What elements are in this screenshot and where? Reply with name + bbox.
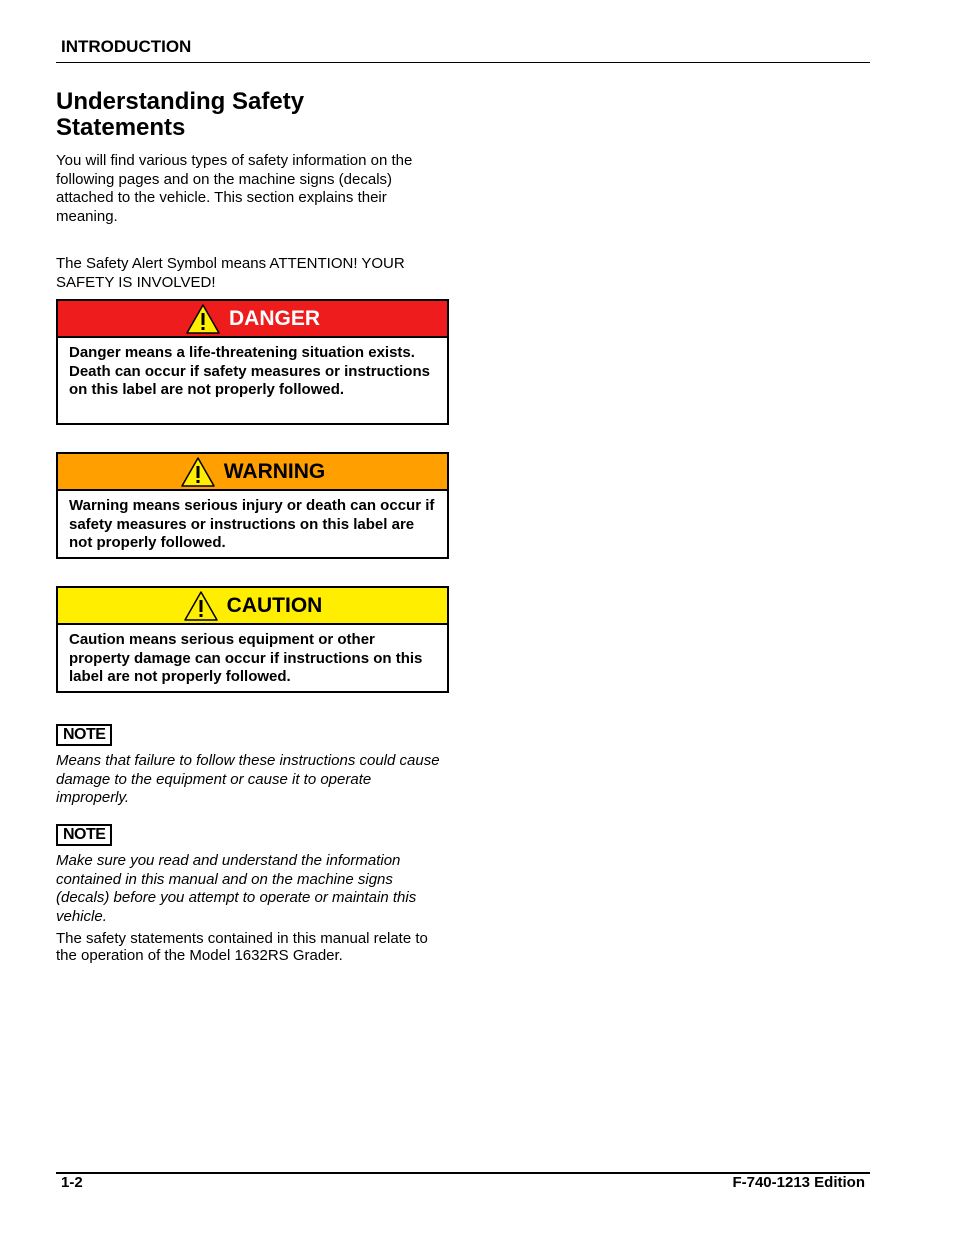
warning-box	[56, 452, 449, 559]
section-header: INTRODUCTION	[61, 37, 192, 56]
note-badge: NOTE	[56, 724, 112, 746]
danger-signal-word: DANGER	[228, 306, 320, 330]
caution-box	[56, 586, 449, 693]
note-text: Make sure you read and understand the information contained in this manual and on the machine signs (decals) before you attempt to operate or maintain this vehicle.	[56, 852, 417, 925]
page-title: Understanding Safety Statements	[56, 88, 305, 141]
danger-box	[56, 299, 449, 425]
warning-message: Warning means serious injury or death can occur if safety measures or instructions on this label are not properly followed.	[69, 497, 435, 552]
page-number: 1-2	[61, 1174, 83, 1191]
warning-triangle-icon	[183, 590, 219, 622]
edition-label: F-740-1213 Edition	[732, 1174, 865, 1191]
danger-message: Danger means a life-threatening situation exists. Death can occur if safety measures or instructions on this label are not properly followed.	[69, 344, 430, 399]
warning-signal-word: WARNING	[223, 459, 326, 483]
caution-header	[58, 588, 447, 625]
warning-triangle-icon	[185, 303, 221, 335]
caution-message: Caution means serious equipment or other property damage can occur if instructions on this label are not properly followed.	[69, 631, 423, 686]
caution-signal-word: CAUTION	[226, 593, 323, 617]
closing-paragraph: The safety statements contained in this manual relate to the operation of the Model 1632RS Grader.	[56, 930, 428, 964]
header-rule	[56, 62, 870, 63]
alert-symbol-paragraph: The Safety Alert Symbol means ATTENTION! YOUR SAFETY IS INVOLVED!	[56, 255, 405, 291]
note-badge: NOTE	[56, 824, 112, 846]
danger-header	[58, 301, 447, 338]
note-text: Means that failure to follow these instructions could cause damage to the equipment or cause it to operate improperly.	[56, 752, 440, 807]
warning-triangle-icon	[180, 456, 216, 488]
intro-paragraph: You will find various types of safety information on the following pages and on the machine signs (decals) attached to the vehicle. This section explains their meaning.	[56, 152, 413, 225]
warning-header	[58, 454, 447, 491]
